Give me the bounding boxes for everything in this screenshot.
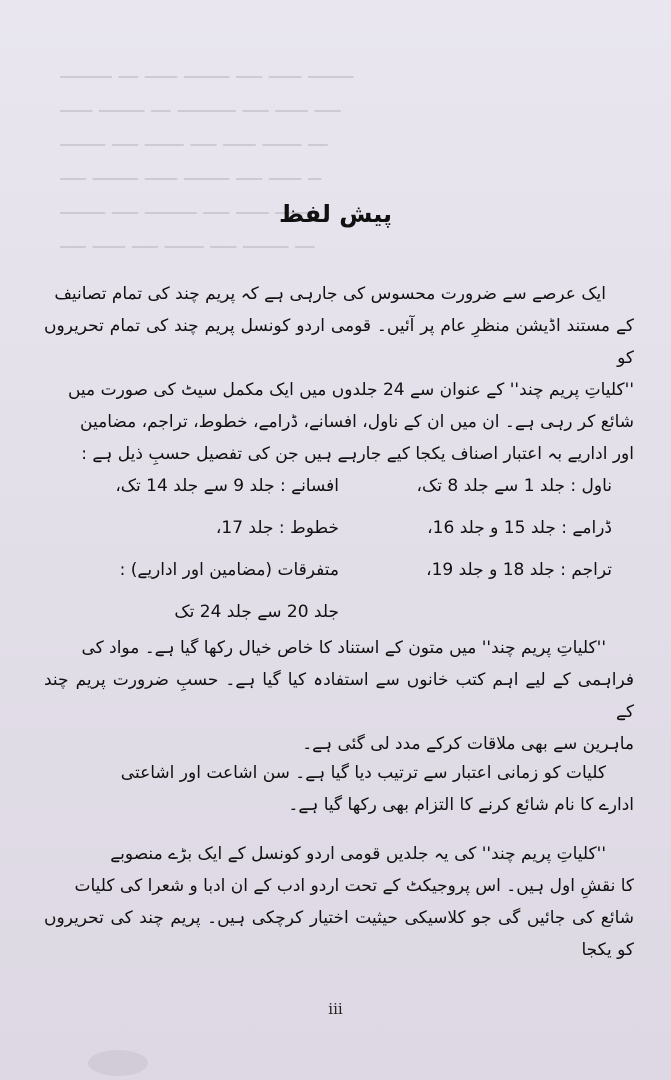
text-line: ''کلیاتِ پریم چند'' میں متون کے استناد کا خاص خیال رکھا گیا ہے۔ مواد کی	[81, 638, 606, 658]
ink-smudge	[88, 1050, 148, 1076]
chronology-paragraph	[44, 757, 634, 821]
volume-letters: خطوط : جلد 17،	[215, 518, 339, 538]
volume-stories: افسانے : جلد 9 سے جلد 14 تک،	[115, 476, 339, 496]
volume-translations: تراجم : جلد 18 و جلد 19،	[426, 560, 612, 580]
volume-novels: ناول : جلد 1 سے جلد 8 تک،	[416, 476, 612, 496]
volume-misc-label: متفرقات (مضامین اور اداریے) :	[119, 560, 339, 580]
text-line: کلیات کو زمانی اعتبار سے ترتیب دیا گیا ہے۔ سن اشاعت اور اشاعتی	[120, 763, 606, 783]
text-line: ادارے کا نام شائع کرنے کا التزام بھی رکھا گیا ہے۔	[288, 795, 634, 815]
volume-misc-range: جلد 20 سے جلد 24 تک	[174, 602, 339, 622]
volume-misc	[44, 554, 339, 596]
text-line: شائع کی جائیں گی جو کلاسیکی حیثیت اختیار کرچکی ہیں۔ پریم چند کی تحریروں کو یکجا	[44, 908, 634, 960]
page-number: iii	[328, 1000, 343, 1018]
volume-dramas: ڈرامے : جلد 15 و جلد 16،	[427, 518, 612, 538]
text-line: فراہمی کے لیے اہم کتب خانوں سے استفادہ کیا گیا ہے۔ حسبِ ضرورت پریم چند کے	[44, 670, 634, 722]
intro-paragraph	[44, 278, 634, 470]
text-line: کا نقشِ اول ہیں۔ اس پروجیکٹ کے تحت اردو ادب کے ان ادبا و شعرا کی کلیات	[74, 876, 634, 896]
text-line: اور اداریے بہ اعتبار اصناف یکجا کیے جارہے ہیں جن کی تفصیل حسبِ ذیل ہے :	[81, 444, 634, 464]
volume-list	[44, 470, 634, 638]
text-line: ماہرین سے بھی ملاقات کرکے مدد لی گئی ہے۔	[302, 734, 634, 754]
text-line: کے مستند اڈیشن منظرِ عام پر آئیں۔ قومی اردو کونسل پریم چند کی تمام تحریروں کو	[44, 316, 634, 368]
sources-paragraph	[44, 632, 634, 760]
text-line: ''کلیاتِ پریم چند'' کی یہ جلدیں قومی اردو کونسل کے ایک بڑے منصوبے	[110, 844, 606, 864]
show-through-text: ــــــــ ـــ ـــــ ـــــــ ــــ ـــــ ـــــــ ـــــ ـــــــ ـــ ـــــــــ ــــ ـــــ ــــ ـــــــ ــــ ــــــ ــــ ـــــ ــــــ ـــ ــــ ـــــــ ـــــ ـــــــ ــــ ـــــ ــ ـــــــ ــــ ــــــــ ــــ ـــــ ــــــ ــــ ـــــ ــــ ــــــ ــــ ـــــــ ـــ	[60, 59, 354, 254]
volume-row	[44, 554, 634, 596]
text-line: ''کلیاتِ پریم چند'' کے عنوان سے 24 جلدوں میں ایک مکمل سیٹ کی صورت میں	[67, 380, 634, 400]
project-paragraph	[44, 838, 634, 966]
volume-row	[44, 470, 634, 512]
text-line: شائع کر رہی ہے۔ ان میں ان کے ناول، افسانے، ڈرامے، خطوط، تراجم، مضامین	[80, 412, 634, 432]
text-line: ایک عرصے سے ضرورت محسوس کی جارہی ہے کہ پریم چند کی تمام تصانیف	[54, 284, 606, 304]
volume-row	[44, 512, 634, 554]
page-heading: پیش لفظ	[278, 200, 393, 228]
